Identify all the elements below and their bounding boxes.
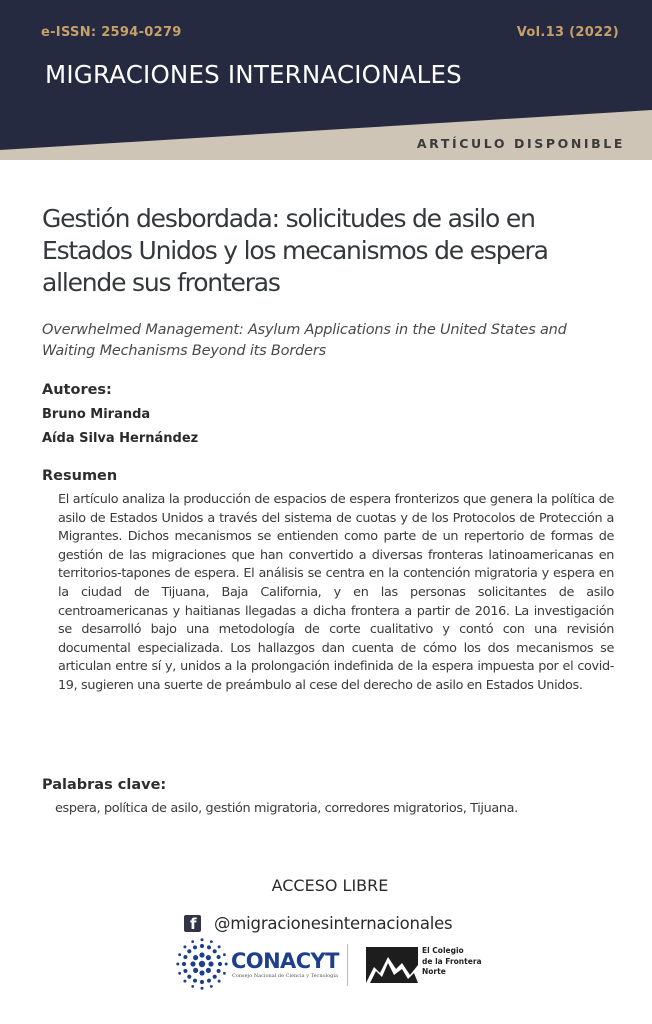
volume: Vol.13 (2022) [516, 25, 619, 40]
colef-name [422, 946, 492, 978]
keywords-label: Palabras clave: [42, 777, 167, 793]
sponsor-logos [176, 938, 496, 990]
author-name: Aída Silva Hernández [42, 431, 199, 446]
keywords-text: espera, política de asilo, gestión migratoria, corredores migratorios, Tijuana. [55, 801, 518, 816]
conacyt-logo-icon [176, 938, 228, 990]
journal-title: MIGRACIONES INTERNACIONALES [45, 60, 462, 89]
logo-divider [347, 944, 348, 986]
colef-line: El Colegio [422, 946, 464, 955]
article-title: Gestión desbordada: solicitudes de asilo en Estados Unidos y los mecanismos de espera allende sus fronteras [42, 204, 548, 297]
social-link[interactable] [184, 912, 452, 934]
conacyt-name: CONACYT [231, 949, 339, 973]
conacyt-subtitle: Consejo Nacional de Ciencia y Tecnología [232, 973, 338, 979]
abstract-text: El artículo analiza la producción de espacios de espera fronterizos que genera la política de asilo de Estados Unidos a través del sistema de cuotas y de los Protocolos de Protección a Migrantes. Dichos mecanismos se entienden como parte de un repertorio de formas de gestión de las migraciones que han convertido a diversas fronteras latinoamericanas en territorios-tapones de espera. El análisis se centra en la contención migratoria y espera en la ciudad de Tijuana, Baja California, y en las personas solicitantes de asilo centroamericanas y haitianas llegadas a dicha frontera a partir de 2016. La investigación se desarrolló bajo una metodología de corte cualitativo y contó con una revisión documental especializada. Los hallazgos dan cuenta de cómo los dos mecanismos se articulan entre sí y, unidos a la prolongación indefinida de la espera impuesta por el covid-19, sugieren una suerte de preámbulo al cese del derecho de asilo en Estados Unidos. [58, 492, 614, 693]
author-name: Bruno Miranda [42, 407, 151, 422]
authors-label: Autores: [42, 382, 112, 398]
facebook-icon: f [184, 915, 201, 932]
colef-line: de la Frontera [422, 956, 482, 966]
issn: e-ISSN: 2594-0279 [41, 25, 182, 40]
article-subtitle-english: Overwhelmed Management: Asylum Applications in the United States and Waiting Mechanisms Beyond its Borders [42, 322, 567, 359]
colef-logo-icon [366, 947, 418, 983]
colef-line: Norte [422, 967, 446, 976]
article-status: ARTÍCULO DISPONIBLE [416, 136, 625, 151]
social-handle[interactable]: @migracionesinternacionales [214, 913, 453, 933]
abstract-label: Resumen [42, 468, 118, 484]
open-access-label: ACCESO LIBRE [271, 876, 389, 895]
